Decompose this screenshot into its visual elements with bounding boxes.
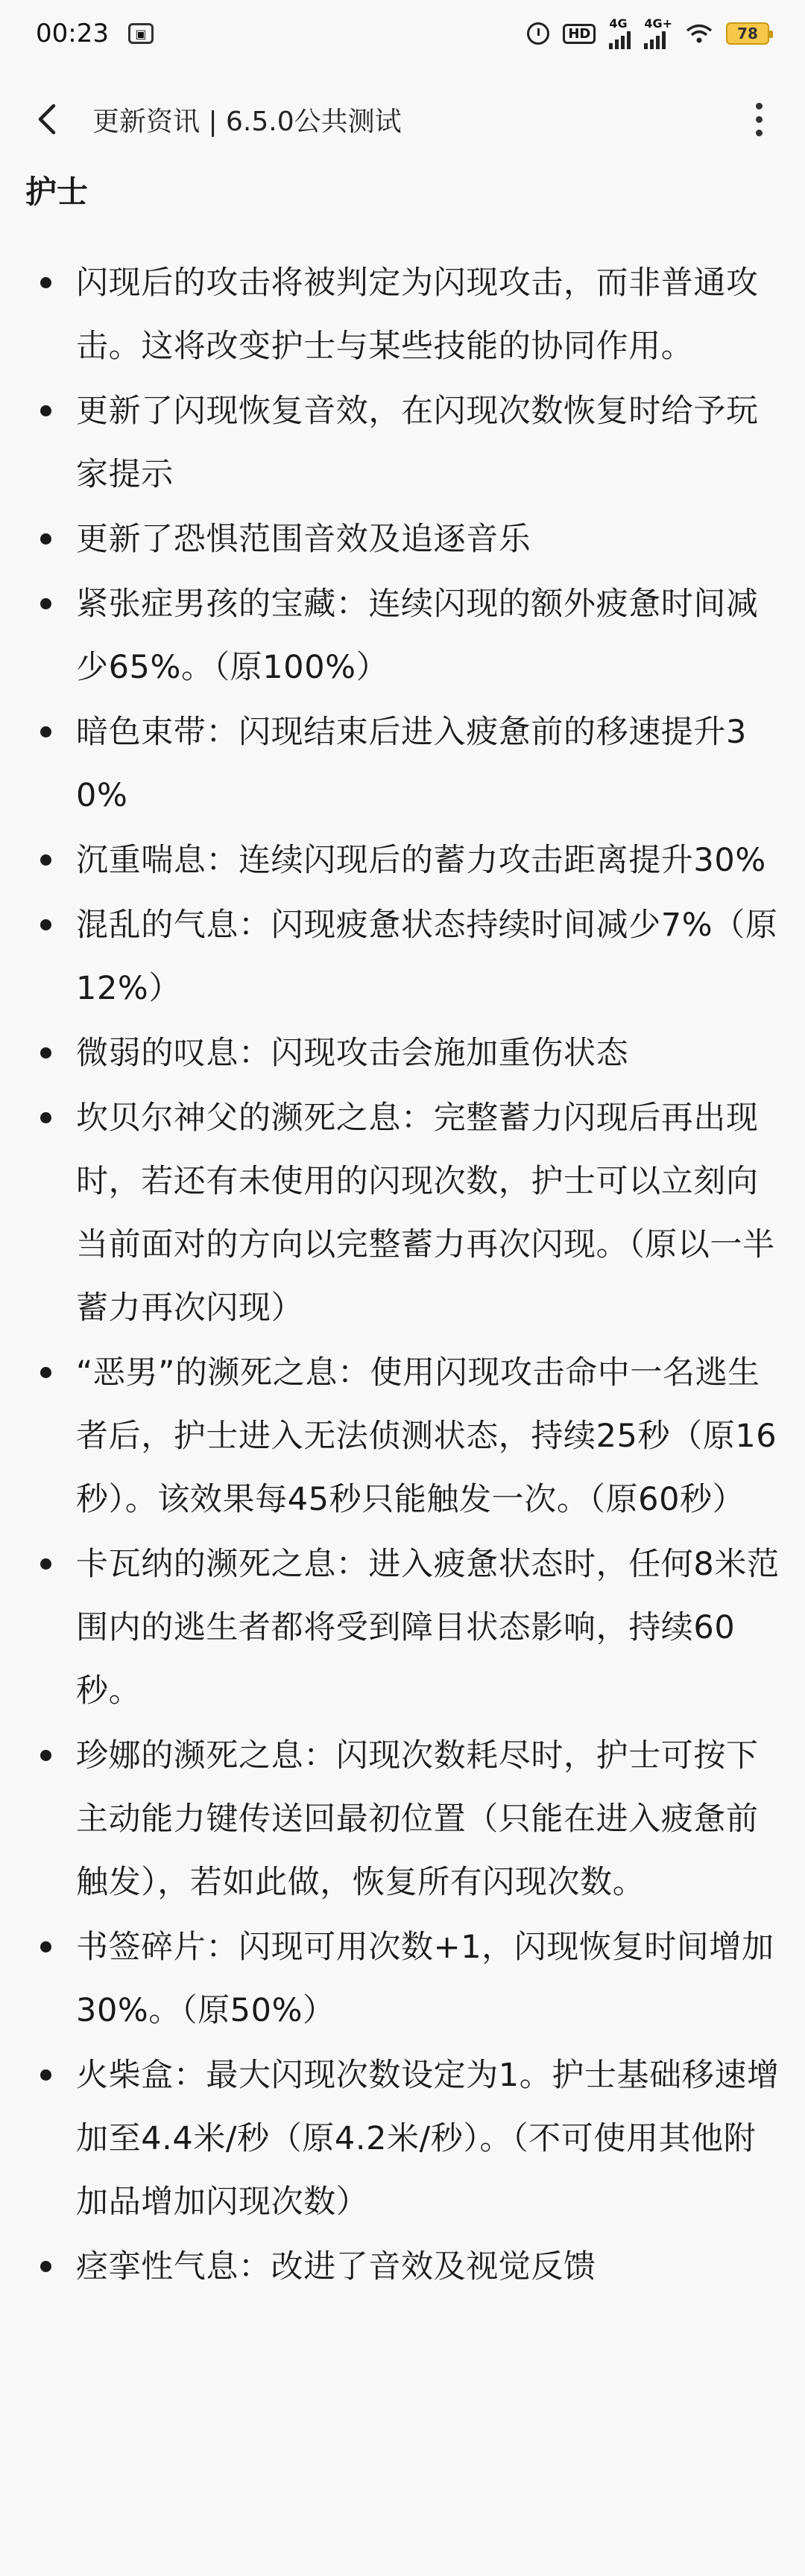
list-item bbox=[0, 701, 805, 828]
bullet-icon bbox=[40, 2069, 51, 2081]
network-1-label: 4G bbox=[609, 16, 628, 31]
alarm-icon bbox=[527, 22, 549, 45]
list-item bbox=[0, 2236, 805, 2299]
list-item-text: 书签碎片：闪现可用次数+1，闪现恢复时间增加30%。（原50%） bbox=[76, 1929, 774, 2029]
list-item-text: 火柴盒：最大闪现次数设定为1。护士基础移速增加至4.4米/秒（原4.2米/秒）。（不可使用其他附加品增加闪现次数） bbox=[76, 2057, 780, 2221]
more-dot-icon bbox=[756, 130, 763, 136]
bullet-icon bbox=[40, 405, 51, 416]
signal-2-icon bbox=[644, 30, 666, 49]
app-bar bbox=[0, 67, 805, 171]
bullet-icon bbox=[40, 726, 51, 737]
section-title: 护士 bbox=[25, 174, 89, 210]
page-title: 更新资讯 | 6.5.0公共测试 bbox=[92, 106, 402, 137]
bullet-icon bbox=[40, 2261, 51, 2272]
bullet-icon bbox=[40, 1941, 51, 1952]
bullet-icon bbox=[40, 1367, 51, 1378]
bullet-icon bbox=[40, 854, 51, 866]
bullet-icon bbox=[40, 1750, 51, 1761]
bullet-icon bbox=[40, 598, 51, 609]
clock: 00:23 bbox=[36, 19, 109, 48]
wifi-icon bbox=[686, 24, 713, 43]
more-dot-icon bbox=[756, 103, 763, 110]
list-item bbox=[0, 829, 805, 892]
list-item-text: 痉挛性气息：改进了音效及视觉反馈 bbox=[76, 2248, 596, 2285]
list-item bbox=[0, 1533, 805, 1723]
list-item bbox=[0, 508, 805, 571]
list-item bbox=[0, 1916, 805, 2043]
bullet-icon bbox=[40, 1112, 51, 1123]
chevron-left-icon bbox=[36, 103, 58, 136]
list-item-text: 更新了闪现恢复音效，在闪现次数恢复时给予玩家提示 bbox=[76, 393, 759, 493]
list-item bbox=[0, 894, 805, 1021]
list-item-text: 紧张症男孩的宝藏：连续闪现的额外疲惫时间减少65%。（原100%） bbox=[76, 586, 759, 686]
bullet-icon bbox=[40, 919, 51, 930]
list-item-text: 混乱的气息：闪现疲惫状态持续时间减少7%（原12%） bbox=[76, 907, 778, 1007]
more-dot-icon bbox=[756, 116, 763, 123]
list-item-text: 珍娜的濒死之息：闪现次数耗尽时，护士可按下主动能力键传送回最初位置（只能在进入疲惫前触发），若如此做，恢复所有闪现次数。 bbox=[76, 1737, 759, 1901]
bullet-icon bbox=[40, 1558, 51, 1570]
list-item bbox=[0, 380, 805, 507]
list-item-text: 更新了恐惧范围音效及追逐音乐 bbox=[76, 521, 531, 558]
list-item-text: 闪现后的攻击将被判定为闪现攻击，而非普通攻击。这将改变护士与某些技能的协同作用。 bbox=[76, 264, 759, 365]
list-item bbox=[0, 1087, 805, 1340]
battery-icon: 78 bbox=[726, 22, 769, 45]
bullet-icon bbox=[40, 277, 51, 288]
network-2-icon bbox=[644, 18, 672, 49]
screen-record-icon: ▣ bbox=[128, 23, 154, 44]
bullet-icon bbox=[40, 533, 51, 545]
list-item-text: 坎贝尔神父的濒死之息：完整蓄力闪现后再出现时，若还有未使用的闪现次数，护士可以立刻向当前面对的方向以完整蓄力再次闪现。（原以一半蓄力再次闪现） bbox=[76, 1100, 775, 1327]
list-item bbox=[0, 2044, 805, 2234]
signal-1-icon bbox=[609, 30, 631, 49]
bullet-icon bbox=[40, 1047, 51, 1059]
list-item-text: 微弱的叹息：闪现攻击会施加重伤状态 bbox=[76, 1035, 629, 1072]
back-button[interactable] bbox=[6, 78, 88, 160]
status-bar bbox=[0, 0, 805, 67]
list-item bbox=[0, 1022, 805, 1085]
list-item-text: 卡瓦纳的濒死之息：进入疲惫状态时，任何8米范围内的逃生者都将受到障目状态影响，持续60秒。 bbox=[76, 1546, 780, 1710]
list-item bbox=[0, 1342, 805, 1532]
change-list bbox=[0, 252, 805, 2300]
list-item bbox=[0, 573, 805, 699]
list-item bbox=[0, 252, 805, 378]
list-item-text: 暗色束带：闪现结束后进入疲惫前的移速提升30% bbox=[76, 714, 747, 814]
list-item bbox=[0, 1725, 805, 1914]
more-options-button[interactable] bbox=[736, 82, 781, 156]
hd-voice-icon: HD bbox=[563, 24, 596, 44]
network-2-label: 4G+ bbox=[644, 16, 672, 31]
network-1-icon bbox=[609, 18, 631, 49]
list-item-text: “恶男”的濒死之息：使用闪现攻击命中一名逃生者后，护士进入无法侦测状态，持续25秒（原16秒）。该效果每45秒只能触发一次。（原60秒） bbox=[76, 1354, 777, 1518]
article-content bbox=[0, 171, 805, 2576]
list-item-text: 沉重喘息：连续闪现后的蓄力攻击距离提升30% bbox=[76, 842, 766, 879]
